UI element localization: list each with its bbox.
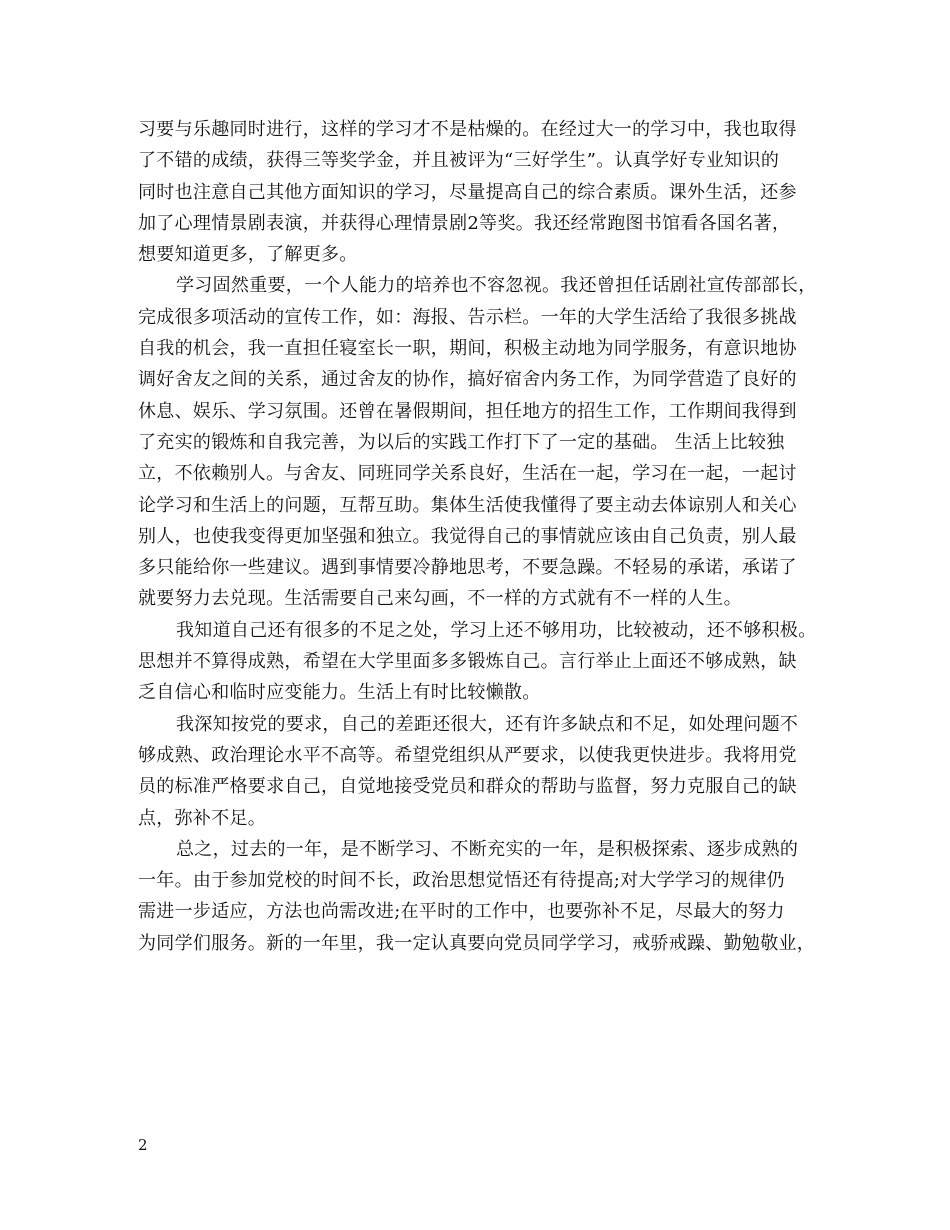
page-number: 2: [138, 1136, 148, 1154]
text-line: 立，不依赖别人。与舍友、同班同学关系良好，生活在一起，学习在一起，一起讨: [138, 463, 797, 485]
text-line: 多只能给你一些建议。遇到事情要冷静地思考，不要急躁。不轻易的承诺，承诺了: [138, 557, 797, 579]
paragraph: [138, 834, 828, 959]
text-line: 想要知道更多，了解更多。: [138, 244, 358, 266]
text-line: 休息、娱乐、学习氛围。还曾在暑假期间，担任地方的招生工作，工作期间我得到: [138, 400, 797, 422]
paragraph: [138, 270, 828, 614]
text-line: 乏自信心和临时应变能力。生活上有时比较懒散。: [138, 682, 541, 704]
text-line: 点，弥补不足。: [138, 807, 267, 829]
text-line: 完成很多项活动的宣传工作，如：海报、告示栏。一年的大学生活给了我很多挑战: [138, 306, 797, 328]
paragraph: [138, 709, 828, 834]
text-line: 调好舍友之间的关系，通过舍友的协作，搞好宿舍内务工作，为同学营造了良好的: [138, 369, 797, 391]
text-line: 加了心理情景剧表演，并获得心理情景剧2等奖。我还经常跑图书馆看各国名著，: [138, 212, 791, 234]
text-line: 别人，也使我变得更加坚强和独立。我觉得自己的事情就应该由自己负责，别人最: [138, 525, 797, 547]
text-line: 了不错的成绩，获得三等奖学金，并且被评为“三好学生”。认真学好专业知识的: [138, 150, 780, 172]
text-line: 就要努力去兑现。生活需要自己来勾画，不一样的方式就有不一样的人生。: [138, 588, 742, 610]
text-line: 总之，过去的一年，是不断学习、不断充实的一年，是积极探索、逐步成熟的: [176, 838, 799, 860]
text-line: 自我的机会，我一直担任寝室长一职，期间，积极主动地为同学服务，有意识地协: [138, 338, 797, 360]
text-line: 论学习和生活上的问题，互帮互助。集体生活使我懂得了要主动去体谅别人和关心: [138, 494, 797, 516]
text-line: 够成熟、政治理论水平不高等。希望党组织从严要求，以使我更快进步。我将用党: [138, 744, 797, 766]
text-line: 了充实的锻炼和自我完善，为以后的实践工作打下了一定的基础。 生活上比较独: [138, 431, 785, 453]
text-line: 同时也注意自己其他方面知识的学习，尽量提高自己的综合素质。课外生活，还参: [138, 181, 797, 203]
text-line: 为同学们服务。新的一年里，我一定认真要向党员同学学习，戒骄戒躁、勤勉敬业，: [138, 932, 816, 954]
text-line: 员的标准严格要求自己，自觉地接受党员和群众的帮助与监督，努力克服自己的缺: [138, 776, 797, 798]
text-line: 习要与乐趣同时进行，这样的学习才不是枯燥的。在经过大一的学习中，我也取得: [138, 119, 797, 140]
paragraph: [138, 615, 828, 709]
text-line: 需进一步适应，方法也尚需改进;在平时的工作中，也要弥补不足，尽最大的努力: [138, 901, 785, 923]
paragraph: [138, 114, 828, 270]
text-line: 我知道自己还有很多的不足之处，学习上还不够用功，比较被动，还不够积极。: [176, 619, 817, 641]
document-body: [138, 114, 828, 959]
text-line: 一年。由于参加党校的时间不长，政治思想觉悟还有待提高;对大学学习的规律仍: [138, 870, 785, 892]
text-line: 思想并不算得成熟，希望在大学里面多多锻炼自己。言行举止上面还不够成熟，缺: [138, 651, 797, 673]
text-line: 学习固然重要，一个人能力的培养也不容忽视。我还曾担任话剧社宣传部部长，: [176, 275, 817, 297]
text-line: 我深知按党的要求，自己的差距还很大，还有许多缺点和不足，如处理问题不: [176, 713, 799, 735]
